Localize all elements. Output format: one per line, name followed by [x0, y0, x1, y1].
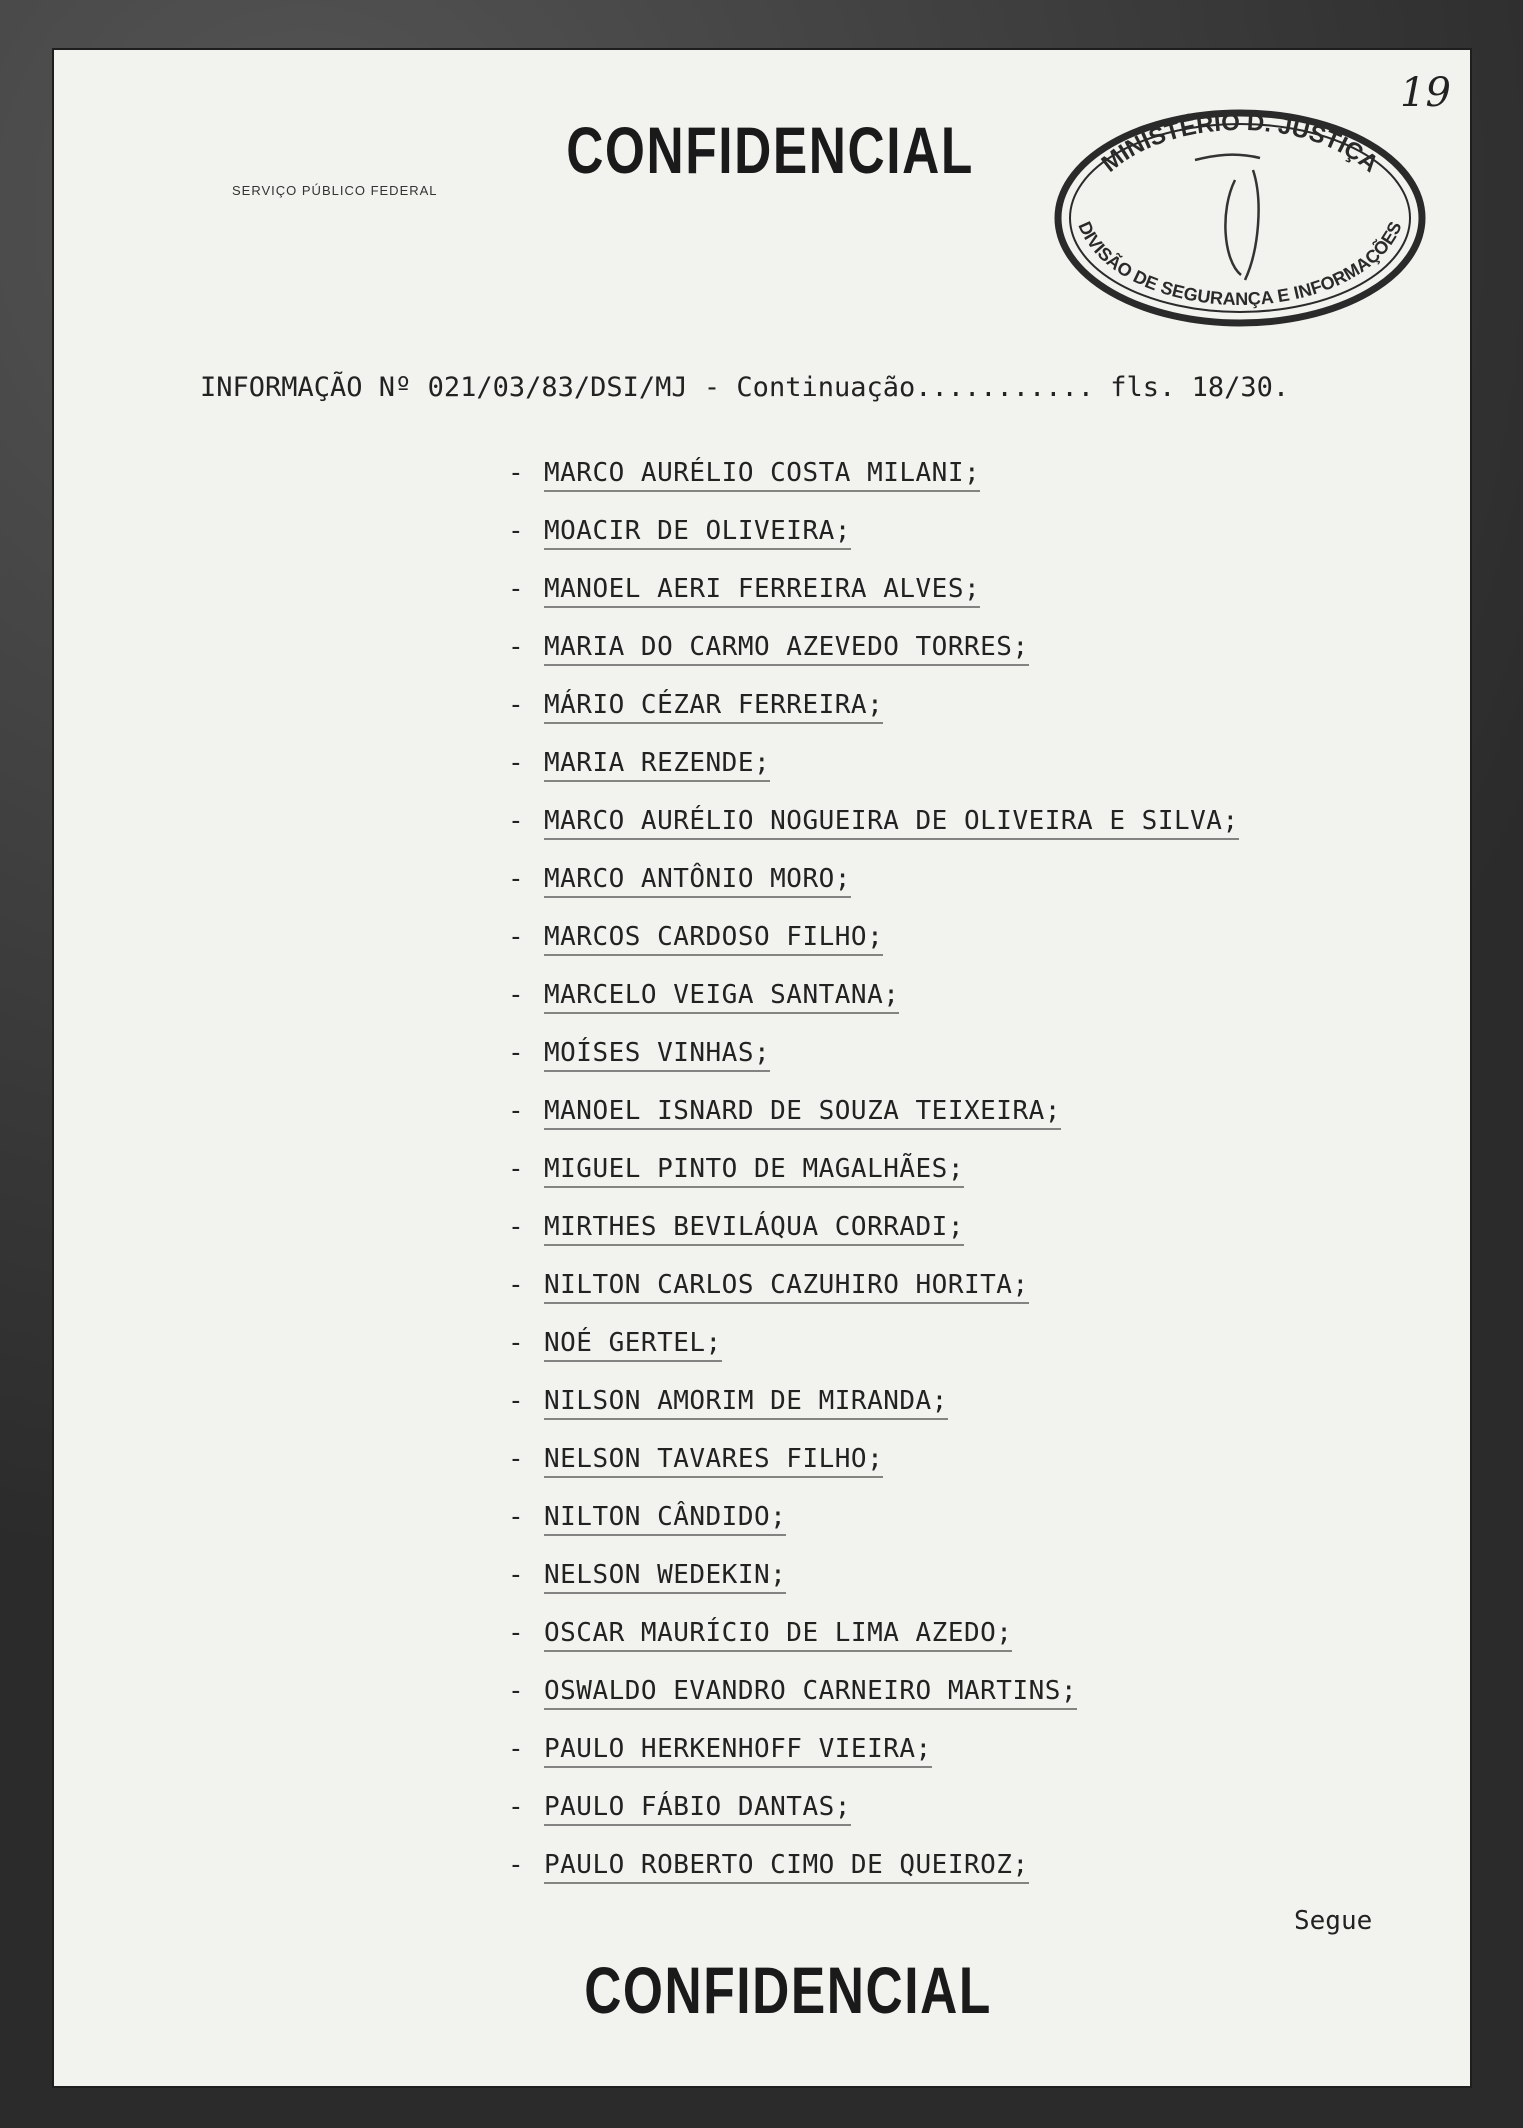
list-item: [508, 1328, 1239, 1386]
list-marker: -: [508, 864, 525, 894]
list-item: [508, 806, 1239, 864]
list-marker: -: [508, 516, 525, 546]
person-name: MANOEL ISNARD DE SOUZA TEIXEIRA;: [544, 1096, 1061, 1130]
classification-bottom: CONFIDENCIAL: [584, 1953, 992, 2027]
stamp-bottom-text: DIVISÃO DE SEGURANÇA E INFORMAÇÕES: [1074, 218, 1406, 310]
person-name: MARCOS CARDOSO FILHO;: [544, 922, 883, 956]
classification-top: CONFIDENCIAL: [566, 113, 974, 187]
person-name: MARCELO VEIGA SANTANA;: [544, 980, 899, 1014]
list-marker: -: [508, 1328, 525, 1358]
person-name: OSWALDO EVANDRO CARNEIRO MARTINS;: [544, 1676, 1077, 1710]
list-marker: -: [508, 458, 525, 488]
person-name: MIRTHES BEVILÁQUA CORRADI;: [544, 1212, 964, 1246]
list-item: [508, 1212, 1239, 1270]
person-name: PAULO HERKENHOFF VIEIRA;: [544, 1734, 932, 1768]
list-item: [508, 1038, 1239, 1096]
list-item: [508, 1386, 1239, 1444]
list-marker: -: [508, 1618, 525, 1648]
list-item: [508, 748, 1239, 806]
document-reference: INFORMAÇÃO Nº 021/03/83/DSI/MJ - Continuação........... fls. 18/30.: [200, 372, 1290, 403]
person-name: MOACIR DE OLIVEIRA;: [544, 516, 851, 550]
names-list: [508, 458, 1239, 1908]
list-item: [508, 632, 1239, 690]
person-name: MARIA DO CARMO AZEVEDO TORRES;: [544, 632, 1029, 666]
list-marker: -: [508, 1212, 525, 1242]
list-item: [508, 1676, 1239, 1734]
person-name: PAULO FÁBIO DANTAS;: [544, 1792, 851, 1826]
list-item: [508, 1502, 1239, 1560]
person-name: MANOEL AERI FERREIRA ALVES;: [544, 574, 980, 608]
person-name: NILSON AMORIM DE MIRANDA;: [544, 1386, 948, 1420]
list-marker: -: [508, 1096, 525, 1126]
list-item: [508, 980, 1239, 1038]
stamp-signature: [1195, 155, 1260, 280]
person-name: NOÉ GERTEL;: [544, 1328, 722, 1362]
list-item: [508, 922, 1239, 980]
list-marker: -: [508, 632, 525, 662]
person-name: MARCO AURÉLIO NOGUEIRA DE OLIVEIRA E SILVA;: [544, 806, 1239, 840]
list-item: [508, 1096, 1239, 1154]
list-marker: -: [508, 748, 525, 778]
svg-text:MINISTÉRIO D. JUSTIÇA: [1097, 109, 1384, 178]
list-item: [508, 1618, 1239, 1676]
continue-label: Segue: [1294, 1906, 1373, 1936]
list-marker: -: [508, 922, 525, 952]
list-item: [508, 574, 1239, 632]
list-marker: -: [508, 806, 525, 836]
list-item: [508, 516, 1239, 574]
list-marker: -: [508, 980, 525, 1010]
list-item: [508, 458, 1239, 516]
person-name: NELSON TAVARES FILHO;: [544, 1444, 883, 1478]
list-item: [508, 1792, 1239, 1850]
person-name: NILTON CÂNDIDO;: [544, 1502, 786, 1536]
list-marker: -: [508, 1792, 525, 1822]
person-name: NELSON WEDEKIN;: [544, 1560, 786, 1594]
list-item: [508, 864, 1239, 922]
list-marker: -: [508, 1676, 525, 1706]
list-marker: -: [508, 1850, 525, 1880]
list-marker: -: [508, 1502, 525, 1532]
person-name: OSCAR MAURÍCIO DE LIMA AZEDO;: [544, 1618, 1012, 1652]
list-marker: -: [508, 1560, 525, 1590]
list-item: [508, 1270, 1239, 1328]
list-item: [508, 1444, 1239, 1502]
list-marker: -: [508, 1038, 525, 1068]
list-marker: -: [508, 574, 525, 604]
list-item: [508, 1560, 1239, 1618]
ministry-stamp: [1045, 100, 1435, 330]
list-item: [508, 1154, 1239, 1212]
list-marker: -: [508, 1444, 525, 1474]
list-marker: -: [508, 1386, 525, 1416]
list-item: [508, 690, 1239, 748]
agency-header: SERVIÇO PÚBLICO FEDERAL: [232, 183, 438, 198]
person-name: PAULO ROBERTO CIMO DE QUEIROZ;: [544, 1850, 1029, 1884]
person-name: NILTON CARLOS CAZUHIRO HORITA;: [544, 1270, 1029, 1304]
list-marker: -: [508, 1154, 525, 1184]
page-number: 19: [1400, 70, 1451, 116]
person-name: MÁRIO CÉZAR FERREIRA;: [544, 690, 883, 724]
list-item: [508, 1734, 1239, 1792]
person-name: MOÍSES VINHAS;: [544, 1038, 770, 1072]
list-marker: -: [508, 1270, 525, 1300]
person-name: MIGUEL PINTO DE MAGALHÃES;: [544, 1154, 964, 1188]
list-marker: -: [508, 690, 525, 720]
person-name: MARCO ANTÔNIO MORO;: [544, 864, 851, 898]
stamp-top-text: MINISTÉRIO D. JUSTIÇA: [1096, 108, 1384, 178]
list-marker: -: [508, 1734, 525, 1764]
person-name: MARIA REZENDE;: [544, 748, 770, 782]
person-name: MARCO AURÉLIO COSTA MILANI;: [544, 458, 980, 492]
list-item: [508, 1850, 1239, 1908]
